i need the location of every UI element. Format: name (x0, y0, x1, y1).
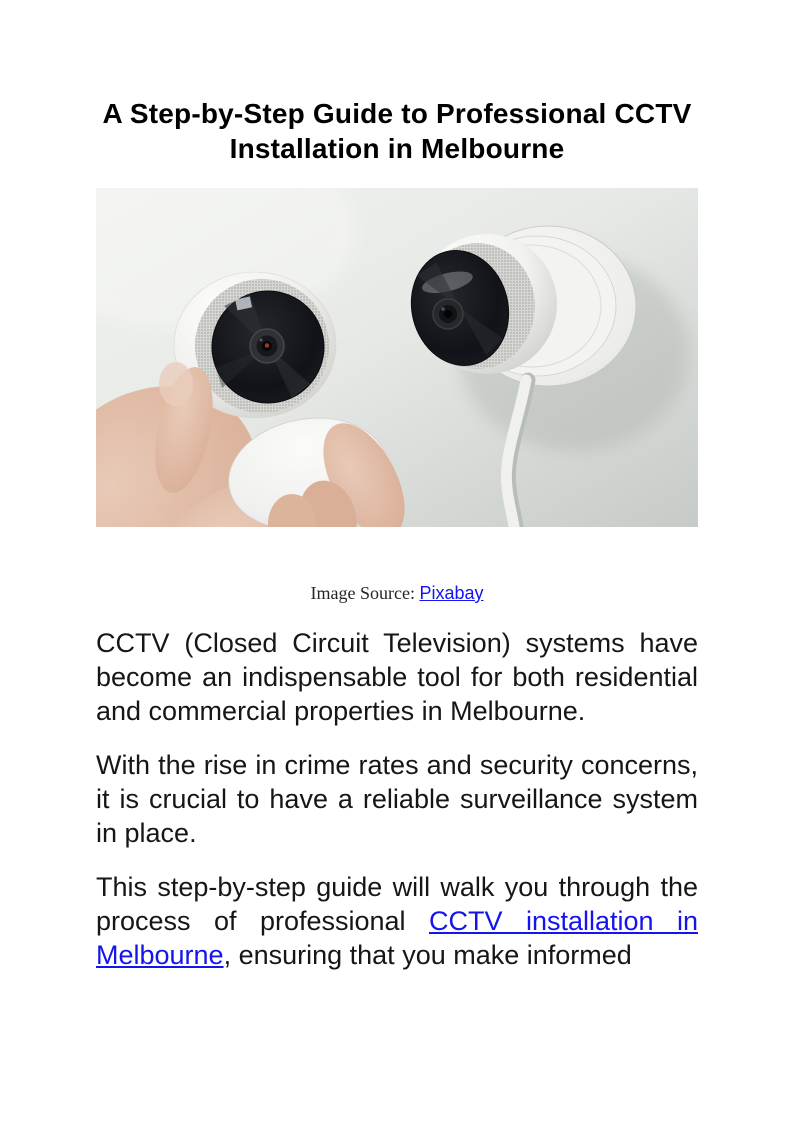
image-source-label: Image Source: (310, 583, 420, 603)
figure (96, 188, 698, 606)
page-title: A Step-by-Step Guide to Professional CCTV Installation in Melbourne (102, 98, 692, 164)
paragraph-guide-text-before: This step-by-step guide will walk you through the process of professional (96, 872, 698, 936)
paragraph-cctv-intro: CCTV (Closed Circuit Television) systems have become an indispensable tool for both residential and commercial properties in Melbourne. (96, 628, 698, 726)
cctv-installation-link[interactable]: CCTV installation in Melbourne (96, 906, 698, 970)
camera-lens (250, 329, 284, 363)
cctv-photo (96, 188, 698, 527)
pixabay-link[interactable]: Pixabay (419, 583, 484, 603)
paragraph-guide (96, 870, 698, 972)
image-caption (96, 581, 698, 606)
camera-lens (433, 299, 463, 329)
paragraph-guide-text-after: , ensuring that you make informed (223, 940, 632, 970)
paragraph-crime-rates: With the rise in crime rates and security concerns, it is crucial to have a reliable surveillance system in place. (96, 750, 698, 848)
lens-red-dot (265, 343, 269, 347)
